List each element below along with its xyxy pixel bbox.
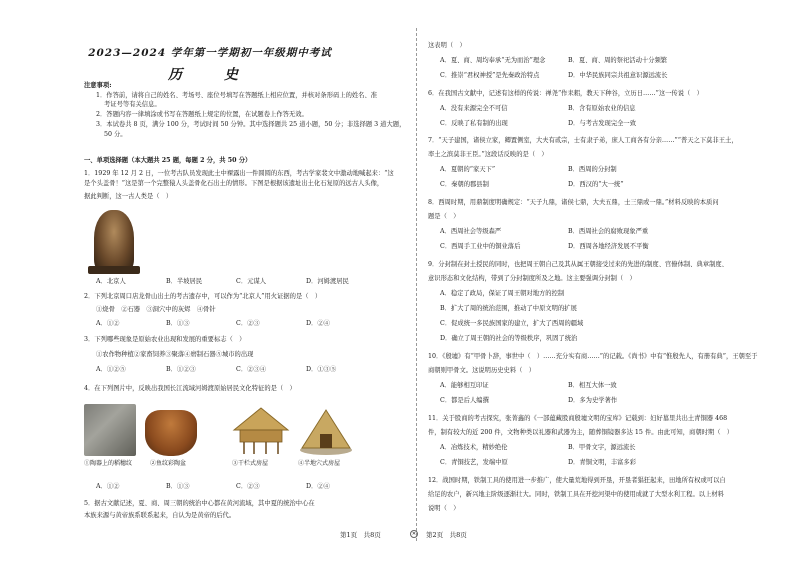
question-line: 7．“天子建国，诸侯立家，卿置侧室，大夫有贰宗，士有隶子弟，庶人工商各有分亲……”“普天之下莫非王土， (428, 137, 738, 144)
page-number-left: 第1页 共8页 (340, 531, 381, 539)
question-line: 11．关于股商的考古探究，张菁鑫的《一部蕴藏股商殷墟文明的宝库》记载到：妇好墓里共出土青铜器 468 (428, 415, 728, 422)
question-line: 率土之滨莫非王臣。”这段话反映的是（ ） (428, 151, 548, 158)
option-a: A．①②⑤ (96, 366, 126, 373)
question-line: 6．在我国古文献中，记述有这样的传说：禅尧“作耒耜，教天下种谷，立历日……”这一传说（ ） (428, 90, 703, 97)
option-a: A．夏、商、周均奉承“无为而治”理念 (440, 57, 546, 64)
binding-mark-icon: ✕ (411, 531, 417, 537)
option-d: D．②④ (306, 320, 330, 327)
rice-pattern-pottery-image (84, 404, 136, 456)
option-d: D．河姆渡居民 (306, 278, 349, 285)
option-d: D．西汉的“大一统” (568, 181, 624, 188)
option-d: D．多为史学著作 (568, 397, 618, 404)
option-d: D．②④ (306, 483, 330, 490)
option-a: A．①② (96, 483, 120, 490)
option-c: C．青铜技艺，发端中原 (440, 459, 508, 466)
question-line: 10．《殷墟》有“甲骨卜辞，事世中（ ）……充分实有商……”的记载。《尚书》中有“惟殷先人，有册有典”，王朝至于 (428, 353, 758, 360)
caption-2: ②鱼纹彩陶盆 (150, 460, 187, 467)
note-line: 3．本试卷共 8 页，满分 100 分，考试时间 50 分钟。其中选择题共 25 道小题，50 分；非选择题 3 道大题， (96, 121, 406, 128)
option-b: B．扩大了周的统治范围，推动了中原文明的扩展 (440, 305, 577, 312)
note-line: 考证号等有关信息。 (104, 101, 161, 108)
question-line: 据此判断，这一古人类是（ ） (84, 193, 173, 200)
question-line: 12．战国时期，铁制工具的使用进一步推广，使大量荒地得到开垦，开垦者猖狂起来，田地所有权或可以自 (428, 477, 726, 484)
question-line: ①烧骨 ②石器 ③洞穴中的灰烬 ④骨针 (96, 306, 216, 313)
caption-4: ④半地穴式房屋 (298, 460, 341, 467)
page-number-right: 第2页 共8页 (426, 531, 467, 539)
peking-man-head-image (94, 210, 134, 272)
option-a: A．①② (96, 320, 120, 327)
option-c: C．反映了私有制的出现 (440, 120, 508, 127)
question-line: 4．在下列图片中，反映出我国长江流域河姆渡原始居民文化特征的是（ ） (84, 385, 296, 392)
image-base (88, 266, 140, 274)
note-line: 1．作答前，请将自己的姓名、考场号、座位号填写在答题纸上相应位置，并核对条形码上的姓名、准 (96, 92, 378, 99)
option-c: C．西周手工业中的铜业落后 (440, 243, 521, 250)
option-b: B．①③ (166, 320, 190, 327)
question-line: 题是（ ） (428, 213, 460, 220)
question-line: 2．下列北京周口店龙骨山出土的考古遗存中，可以作为“北京人”用火证据的是（ ） (84, 293, 322, 300)
question-line: 商朝则甲骨文。这说明历史史料（ ） (428, 367, 536, 374)
exam-title: 2023—2024 学年第一学期初一年级期中考试 (88, 47, 332, 59)
option-d: D．青铜文明，丰富多彩 (568, 459, 637, 466)
fish-pattern-basin-image (145, 410, 197, 456)
option-a: A．稳定了政局，保证了周王朝对地方的控制 (440, 290, 565, 297)
option-b: B．①③ (166, 483, 190, 490)
option-b: B．含有原始农业的信息 (568, 105, 636, 112)
option-b: B．半坡居民 (166, 278, 203, 285)
option-d: D．确立了周王朝的社会的等级秩序，巩固了统治 (440, 335, 578, 342)
caption-1: ①陶器上的稻穗纹 (84, 460, 133, 467)
option-b: B．甲骨文字，源远流长 (568, 444, 636, 451)
option-a: A．冶炼技术，精妙绝伦 (440, 444, 508, 451)
option-c: C．②③④ (236, 366, 267, 373)
section-heading: 一、单项选择题（本大题共 25 题，每题 2 分，共 50 分） (84, 157, 252, 164)
question-line: 意识形态和文化结构，带到了分封制度所及之地。这主要强调分封制（ ） (428, 275, 636, 282)
question-line: 8．西周时期，用鼎制度明确规定：“天子九鼎，诸侯七鼎，大夫五鼎，士三鼎或一鼎。”材料反映的本质问 (428, 199, 719, 206)
note-line: 50 分。 (104, 131, 127, 138)
option-a: A．能够相互印证 (440, 382, 489, 389)
subject-title: 历 史 (168, 67, 252, 83)
question-line: 1．1929 年 12 月 2 日，一位考古队员发现此土中裸露出一件圆圆的东西，考古学家裴文中激动地喊起来：“这 (84, 170, 394, 177)
option-c: C．秦朝的郡县制 (440, 181, 489, 188)
caption-3: ③干栏式房屋 (232, 460, 269, 467)
notes-heading: 注意事项: (84, 82, 112, 89)
stilt-house-image (230, 404, 292, 456)
option-a: A．没有来源完全不可信 (440, 105, 508, 112)
option-c: C．推崇“君权神授”是先秦政治特点 (440, 72, 540, 79)
option-c: C．元谋人 (236, 278, 267, 285)
option-d: D．与考古发现完全一致 (568, 120, 637, 127)
question-line: 本族来源与黄帝族系联系起来，自认为是黄帝的后代。 (84, 512, 236, 519)
option-c: C．促成统一多民族国家的建立，扩大了西周的疆域 (440, 320, 584, 327)
question-line: 这表明（ ） (428, 42, 466, 49)
option-a: A．北京人 (96, 278, 126, 285)
question-line: 给足的农户，新兴地主阶级逐渐壮大。同时，铁制工具在开挖河渠中的使用成就了大型水利工程。以上材料 (428, 491, 724, 498)
option-b: B．相互大体一致 (568, 382, 617, 389)
option-c: C．都是后人编撰 (440, 397, 489, 404)
option-d: D．中华民族同宗共祖意识源远流长 (568, 72, 668, 79)
question-line: ①农作物种植②家畜饲养③聚落④磨制石器⑤城市的出现 (96, 351, 254, 358)
question-line: 3．下列哪些现象是原始农业出现和发展的重要标志（ ） (84, 336, 246, 343)
option-c: C．②③ (236, 483, 260, 490)
option-b: B．西周的分封制 (568, 166, 617, 173)
page-divider (416, 28, 417, 541)
question-line: 件，制有较大的近 200 件，文物种类以礼器和武器为主，随葬铜镜器多达 15 件。由此可知，商朝时期（ ） (428, 429, 734, 436)
option-c: C．②③ (236, 320, 260, 327)
question-line: 9．分封制在封土授民的同时，也把周王朝自己及其从属王朝接受过来的先进的制度、官僚体制、典章制度、 (428, 261, 728, 268)
note-line: 2．答题内容一律填涂或书写在答题纸上规定的位置，在试题卷上作答无效。 (96, 111, 308, 118)
option-d: D．西周各地经济发展不平衡 (568, 243, 649, 250)
question-line: 5．据古文献记述，夏、商、周三朝的统治中心都在黄河流域，其中夏的统治中心在 (84, 500, 315, 507)
option-a: A．夏朝的“家天下” (440, 166, 496, 173)
semi-subterranean-house-image (298, 404, 354, 456)
option-b: B．①②③ (166, 366, 196, 373)
option-b: B．夏、商、周的祭祀活动十分频繁 (568, 57, 668, 64)
question-line: 说明（ ） (428, 505, 460, 512)
option-d: D．①③⑤ (306, 366, 337, 373)
option-b: B．西周社会的腐败现象严重 (568, 228, 649, 235)
right-page (418, 0, 794, 561)
question-line: 是个头盖骨！”这是第一个完整猿人头盖骨化石出土的情形。下图是根据该遗址出土化石复原的远古人头像， (84, 180, 384, 187)
option-a: A．西周社会等级森严 (440, 228, 502, 235)
